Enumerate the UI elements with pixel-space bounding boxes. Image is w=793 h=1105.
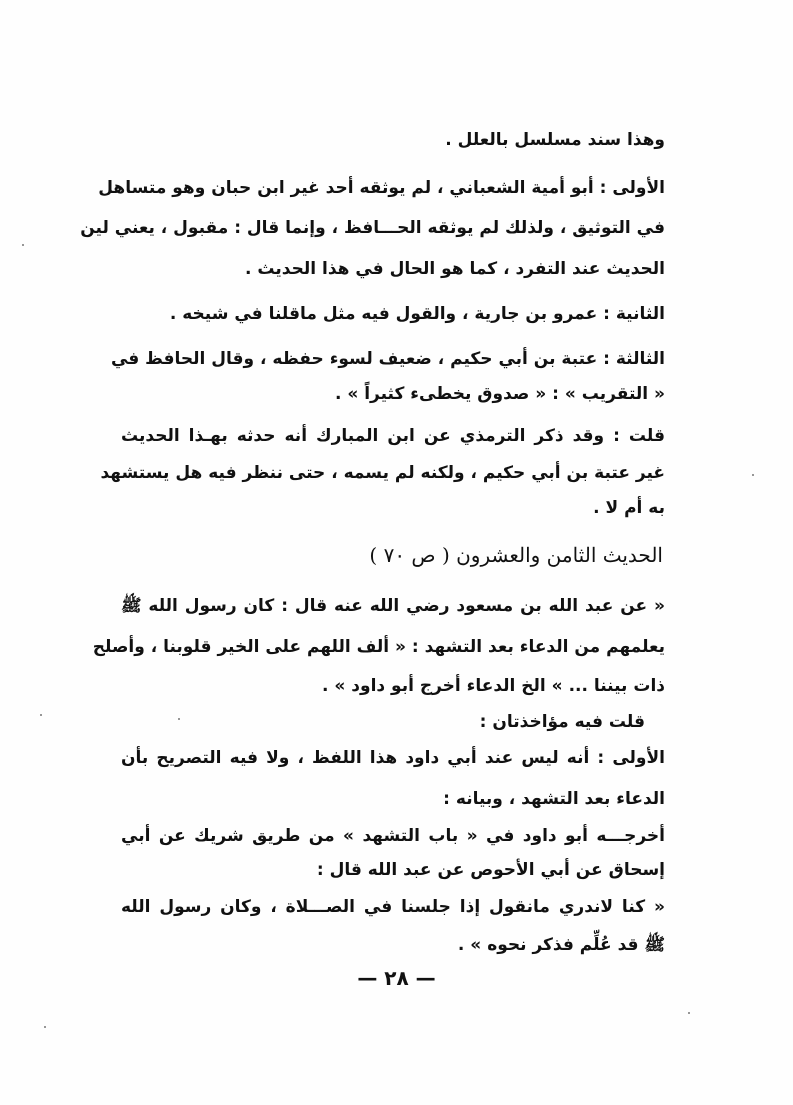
first-defect-line-3: الحديث عند التفرد ، كما هو الحال في هذا الحديث . (245, 259, 665, 279)
hadith-text-line-2: يعلمهم من الدعاء بعد التشهد : « ألف اللهم على الخير قلوبنا ، وأصلح (92, 637, 665, 657)
hadith-heading: الحديث الثامن والعشرون ( ص ٧٠ ) (369, 543, 663, 567)
scan-speck (178, 718, 180, 720)
hadith-text-line-3: ذات بيننا ... » الخ الدعاء أخرج أبو داود » . (322, 676, 665, 696)
comment-line-2: غير عتبة بن أبي حكيم ، ولكنه لم يسمه ، حتى ننظر فيه هل يستشهد (100, 463, 665, 483)
intro-sentence: وهذا سند مسلسل بالعلل . (445, 130, 665, 150)
scan-speck (22, 244, 24, 246)
narration-line-3: « كنا لاندري مانقول إذا جلسنا في الصـــلاة ، وكان رسول الله (121, 897, 665, 917)
page-number: — ٢٨ — (357, 966, 436, 990)
narration-line-4: ﷺ قد عُلِّم فذكر نحوه » . (457, 935, 665, 955)
second-defect-line: الثانية : عمرو بن جارية ، والقول فيه مثل ماقلنا في شيخه . (169, 304, 665, 324)
third-defect-line-1: الثالثة : عتبة بن أبي حكيم ، ضعيف لسوء حفظه ، وقال الحافظ في (110, 349, 665, 369)
third-defect-line-2: « التقريب » : « صدوق يخطىء كثيراً » . (334, 384, 665, 404)
comment-line-1: قلت : وقد ذكر الترمذي عن ابن المبارك أنه حدثه بهـذا الحديث (121, 426, 665, 446)
objections-intro: قلت فيه مؤاخذتان : (479, 712, 645, 732)
scan-speck (40, 714, 42, 716)
comment-line-3: به أم لا . (593, 498, 665, 518)
scan-speck (688, 1012, 690, 1014)
objection-one-line-2: الدعاء بعد التشهد ، وبيانه : (443, 789, 665, 809)
hadith-text-line-1: « عن عبد الله بن مسعود رضي الله عنه قال : كان رسول الله ﷺ (121, 596, 665, 616)
first-defect-line-2: في التوثيق ، ولذلك لم يوثقه الحـــافظ ، وإنما قال : مقبول ، يعني لين (80, 218, 665, 238)
narration-line-1: أخرجـــه أبو داود في « باب التشهد » من طريق شريك عن أبي (121, 826, 665, 846)
scan-speck (44, 1026, 46, 1028)
first-defect-line-1: الأولى : أبو أمية الشعباني ، لم يوثقه أحد غير ابن حبان وهو متساهل (98, 178, 665, 198)
scan-speck (752, 474, 754, 476)
narration-line-2: إسحاق عن أبي الأحوص عن عبد الله قال : (316, 860, 665, 880)
objection-one-line-1: الأولى : أنه ليس عند أبي داود هذا اللفظ ، ولا فيه التصريح بأن (121, 748, 665, 768)
